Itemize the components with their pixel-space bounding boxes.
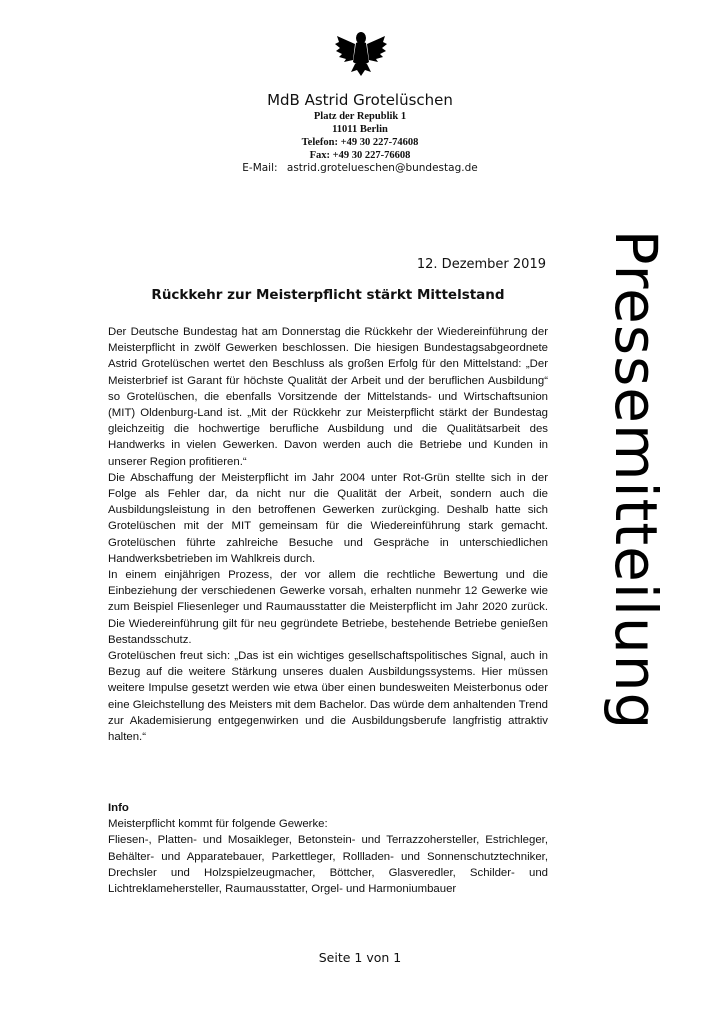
- email-label: E-Mail:: [242, 162, 278, 174]
- body-paragraph-4: Grotelüschen freut sich: „Das ist ein wichtiges gesellschaftspolitisches Signal, auch in Bezug auf die weitere Stärkung unseres dualen Ausbildungssystems. Hier müssen weitere Impulse gesetzt werden wie etwa über einen bundesweiten Meisterbonus oder eine Gleichstellung des Meisters mit dem Bachelor. Das würde dem anhaltenden Trend zur Akademisierung entgegenwirken und die Ausbildungsberufe langfristig attraktiv halten.“: [108, 650, 548, 744]
- press-title: Rückkehr zur Meisterpflicht stärkt Mittelstand: [151, 287, 505, 303]
- federal-eagle-icon: [333, 26, 389, 82]
- info-label: Info: [108, 802, 129, 814]
- page-number: Seite 1 von 1: [318, 950, 402, 965]
- address-phone: Telefon: +49 30 227-74608: [301, 137, 419, 148]
- side-title-container: [596, 112, 676, 847]
- address-street: Platz der Republik 1: [313, 111, 407, 122]
- email-line: [200, 162, 520, 174]
- info-intro: Meisterpflicht kommt für folgende Gewerke:: [108, 818, 328, 831]
- body-paragraph-2: Die Abschaffung der Meisterpflicht im Jahr 2004 unter Rot-Grün stellte sich in der Folge als Fehler dar, da nicht nur die Qualität der Arbeit, sondern auch die Ausbildungsleistung in den betroffenen Gewerken zurückging. Deshalb hatte sich Grotelüschen mit der MIT gemeinsam für die Wiedereinführung stark gemacht. Grotelüschen führte zahlreiche Besuche und Gespräche in unterschiedlichen Handwerksbetrieben im Wahlkreis durch.: [108, 471, 548, 565]
- sender-address: [180, 110, 540, 162]
- side-title: Pressemitteilung: [602, 229, 670, 730]
- sender-name: MdB Astrid Grotelüschen: [267, 91, 453, 109]
- info-section: [108, 800, 548, 897]
- press-body: [108, 324, 548, 745]
- info-trades: Fliesen-, Platten- und Mosaikleger, Betonstein- und Terrazzohersteller, Estrichleger, Behälter- und Apparatebauer, Parkettleger, Rollladen- und Sonnenschutztechniker, Drechsler und Holzspielzeugmacher, Böttcher, Glasveredler, Schilder- und Lichtreklamehersteller, Raumausstatter, Orgel- und Harmoniumbauer: [108, 834, 548, 896]
- address-city: 11011 Berlin: [332, 124, 388, 135]
- press-date: 12. Dezember 2019: [416, 257, 546, 272]
- email-address[interactable]: astrid.grotelueschen@bundestag.de: [286, 162, 478, 174]
- body-paragraph-3: In einem einjährigen Prozess, der vor allem die rechtliche Bewertung und die Einbeziehung der verschiedenen Gewerke vorsah, erhalten nunmehr 12 Gewerke wie zum Beispiel Fliesenleger und Raumausstatter die Meisterpflicht im Jahr 2020 zurück. Die Wiedereinführung gilt für neu gegründete Betriebe, bestehende Betriebe genießen Bestandsschutz.: [108, 569, 548, 646]
- address-fax: Fax: +49 30 227-76608: [309, 150, 411, 161]
- body-paragraph-1: Der Deutsche Bundestag hat am Donnerstag die Rückkehr der Wiedereinführung der Meisterpflicht in zwölf Gewerken beschlossen. Die hiesigen Bundestagsabgeordnete Astrid Grotelüschen wertet den Beschluss als großen Erfolg für den Mittelstand: „Der Meisterbrief ist Garant für höchste Qualität der Arbeit und der beruflichen Ausbildung“ so Grotelüschen, die ebenfalls Vorsitzende der Mittelstands- und Wirtschaftsunion (MIT) Oldenburg-Land ist. „Mit der Rückkehr zur Meisterpflicht stärkt der Bundestag gleichzeitig die hochwertige berufliche Ausbildung und die Qualitätsarbeit des Handwerks in vielen Gewerken. Davon werden auch die Betriebe und Kunden in unserer Region profitieren.“: [108, 326, 548, 468]
